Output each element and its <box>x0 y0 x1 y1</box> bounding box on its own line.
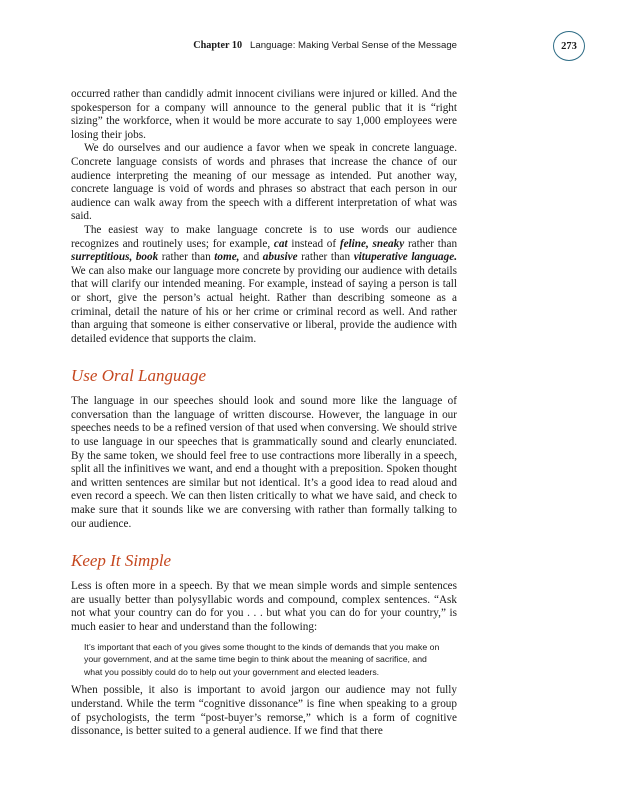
chapter-heading <box>193 40 457 51</box>
chapter-label: Chapter 10 <box>193 40 243 51</box>
p3-text-f: rather than <box>301 251 351 264</box>
example-word-surreptitious: surreptitious, <box>71 251 133 264</box>
block-quote: It’s important that each of you gives some thought to the kinds of demands that you make on your government, and at the same time begin to think about the meaning of sacrifice, and what you possibly could do to help out your government and elected leaders. <box>84 641 440 677</box>
p3-text-b: instead of <box>291 237 337 250</box>
p3-text-g: We can also make our language more concrete by providing our audience with details that will clarify our intended meaning. For example, instead of saying a person is tall or short, give the person’s actual height. Rather than describing someone as a criminal, detail the nature of his or her crime or criminal record as well. And rather than arguing that someone is either conservative or liberal, provide the audience with detailed evidence that supports the claim. <box>71 264 457 345</box>
body-text <box>71 88 457 739</box>
chapter-title: Language: Making Verbal Sense of the Message <box>250 40 457 51</box>
example-word-sneaky: sneaky <box>372 237 405 250</box>
example-word-feline: feline, <box>339 237 369 250</box>
page-number: 273 <box>553 31 585 61</box>
paragraph-5: Less is often more in a speech. By that we mean simple words and simple sentences are usually better than polysyllabic words and compound, complex sentences. “Ask not what your country can do for you . . . but what you can do for your country,” is much easier to hear and understand than the following: <box>71 580 457 633</box>
p3-text-e: and <box>243 251 260 264</box>
paragraph-2: We do ourselves and our audience a favor when we speak in concrete language. Concrete language consists of words and phrases that increase the chance of our audience interpreting the meaning of our message as intended. Put another way, concrete language is void of words and phrases so abstract that each person in our audience can walk away from the speech with a different interpretation of what was said. <box>71 142 457 223</box>
example-word-book: book <box>135 251 159 264</box>
paragraph-3 <box>71 224 457 346</box>
example-word-vituperative: vituperative language. <box>353 251 458 264</box>
p3-text-c: rather than <box>407 237 458 250</box>
p3-text-d: rather than <box>161 251 211 264</box>
section-heading-keep-it-simple: Keep It Simple <box>71 551 172 571</box>
example-word-cat: cat <box>273 237 288 250</box>
section-heading-oral-language: Use Oral Language <box>71 366 207 386</box>
example-word-tome: tome, <box>214 251 240 264</box>
example-word-abusive: abusive <box>262 251 298 264</box>
running-header <box>0 38 633 58</box>
paragraph-1: occurred rather than candidly admit innocent civilians were injured or killed. And the spokesperson for a company will announce to the general public that it is “right sizing” the workforce, when it would be more accurate to say 1,000 employees were losing their jobs. <box>71 88 457 141</box>
p3-text-a: The easiest way to make language concrete is to use words our audience recognizes and routinely uses; for example, <box>71 223 457 250</box>
paragraph-4: The language in our speeches should look and sound more like the language of conversation than the language of written discourse. However, the language in our speeches needs to be a refined version of that used when conversing. We should strive to use language in our speeches that is grammatically sound and clearly enunciated. By the same token, we should feel free to use contractions more liberally in a speech, split all the infinitives we want, and end a thought with a preposition. Spoken thought and written sentences are similar but not identical. It’s a good idea to read aloud and even record a speech. We can then listen critically to what we have said, and check to make sure that it sounds like we are conversing with rather than formally talking to our audience. <box>71 395 457 530</box>
paragraph-6: When possible, it also is important to avoid jargon our audience may not fully understand. While the term “cognitive dissonance” is fine when speaking to a group of psychologists, the term “post-buyer’s remorse,” which is a form of cognitive dissonance, is better suited to a general audience. If we find that there <box>71 684 457 738</box>
